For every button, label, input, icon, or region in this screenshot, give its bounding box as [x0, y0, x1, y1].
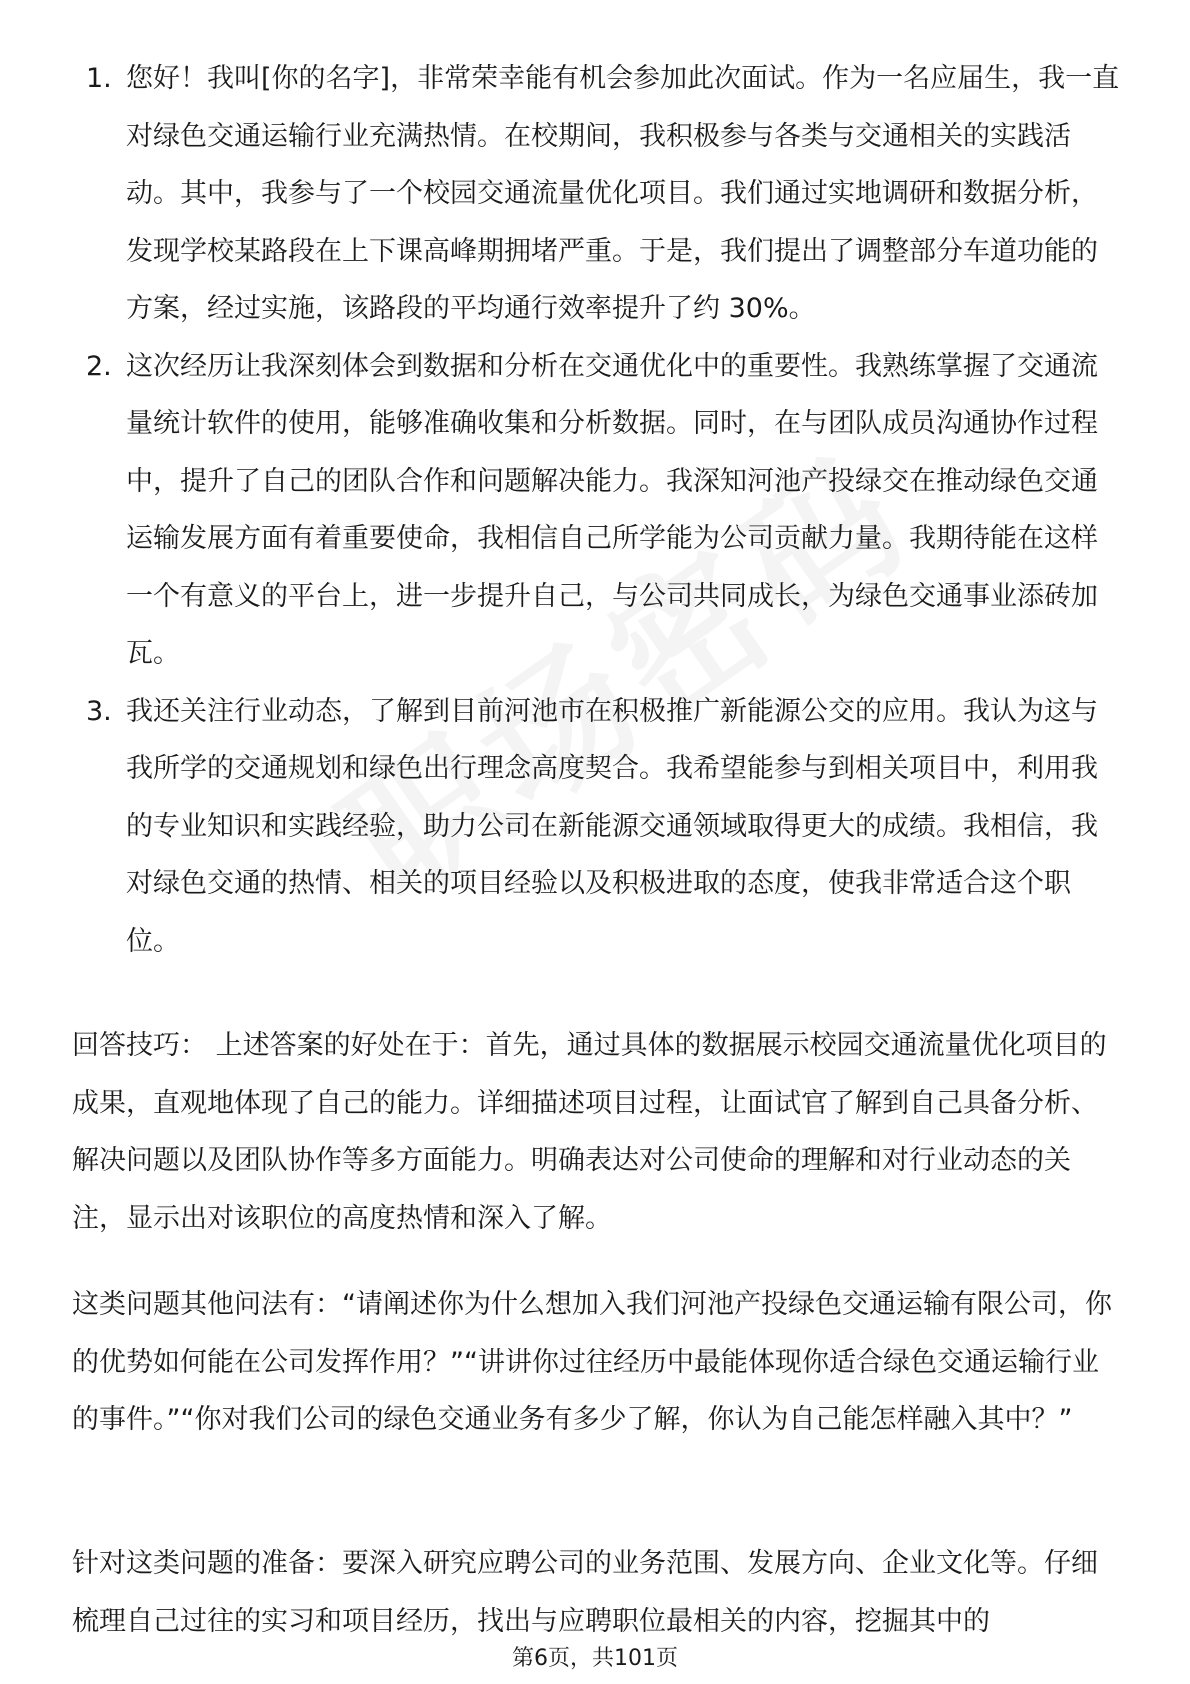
list-item — [72, 338, 1122, 683]
list-item-text: 这次经历让我深刻体会到数据和分析在交通优化中的重要性。我熟练掌握了交通流量统计软件的使用，能够准确收集和分析数据。同时，在与团队成员沟通协作过程中，提升了自己的团队合作和问题解决能力。我深知河池产投绿交在推动绿色交通运输发展方面有着重要使命，我相信自己所学能为公司贡献力量。我期待能在这样一个有意义的平台上，进一步提升自己，与公司共同成长，为绿色交通事业添砖加瓦。 — [126, 350, 1098, 669]
other-questions-paragraph: 这类问题其他问法有：“请阐述你为什么想加入我们河池产投绿色交通运输有限公司，你的优势如何能在公司发挥作用？”“讲讲你过往经历中最能体现你适合绿色交通运输行业的事件。”“你对我们公司的绿色交通业务有多少了解，你认为自己能怎样融入其中？” — [72, 1289, 1112, 1435]
answer-list — [72, 50, 1122, 970]
list-item-number: 2. — [86, 350, 112, 382]
list-item-number: 1. — [86, 63, 112, 94]
list-item — [72, 50, 1122, 338]
list-item-text: 我还关注行业动态，了解到目前河池市在积极推广新能源公交的应用。我认为这与我所学的交通规划和绿色出行理念高度契合。我希望能参与到相关项目中，利用我的专业知识和实践经验，助力公司在新能源交通领域取得更大的成绩。我相信，我对绿色交通的热情、相关的项目经验以及积极进取的态度，使我非常适合这个职位。 — [126, 695, 1098, 957]
list-item-number: 3. — [86, 695, 112, 727]
page-number-footer: 第6页，共101页 — [512, 1646, 678, 1671]
list-item-text: 您好！我叫[你的名字]，非常荣幸能有机会参加此次面试。作为一名应届生，我一直对绿色交通运输行业充满热情。在校期间，我积极参与各类与交通相关的实践活动。其中，我参与了一个校园交通流量优化项目。我们通过实地调研和数据分析，发现学校某路段在上下课高峰期拥堵严重。于是，我们提出了调整部分车道功能的方案，经过实施，该路段的平均通行效率提升了约 30%。 — [126, 63, 1120, 324]
answer-tips-paragraph: 回答技巧： 上述答案的好处在于：首先，通过具体的数据展示校园交通流量优化项目的成果，直观地体现了自己的能力。详细描述项目过程，让面试官了解到自己具备分析、解决问题以及团队协作等多方面能力。明确表达对公司使命的理解和对行业动态的关注，显示出对该职位的高度热情和深入了解。 — [72, 1030, 1107, 1234]
list-item — [72, 683, 1122, 971]
preparation-paragraph: 针对这类问题的准备：要深入研究应聘公司的业务范围、发展方向、企业文化等。仔细梳理自己过往的实习和项目经历，找出与应聘职位最相关的内容，挖掘其中的 — [72, 1548, 1098, 1637]
